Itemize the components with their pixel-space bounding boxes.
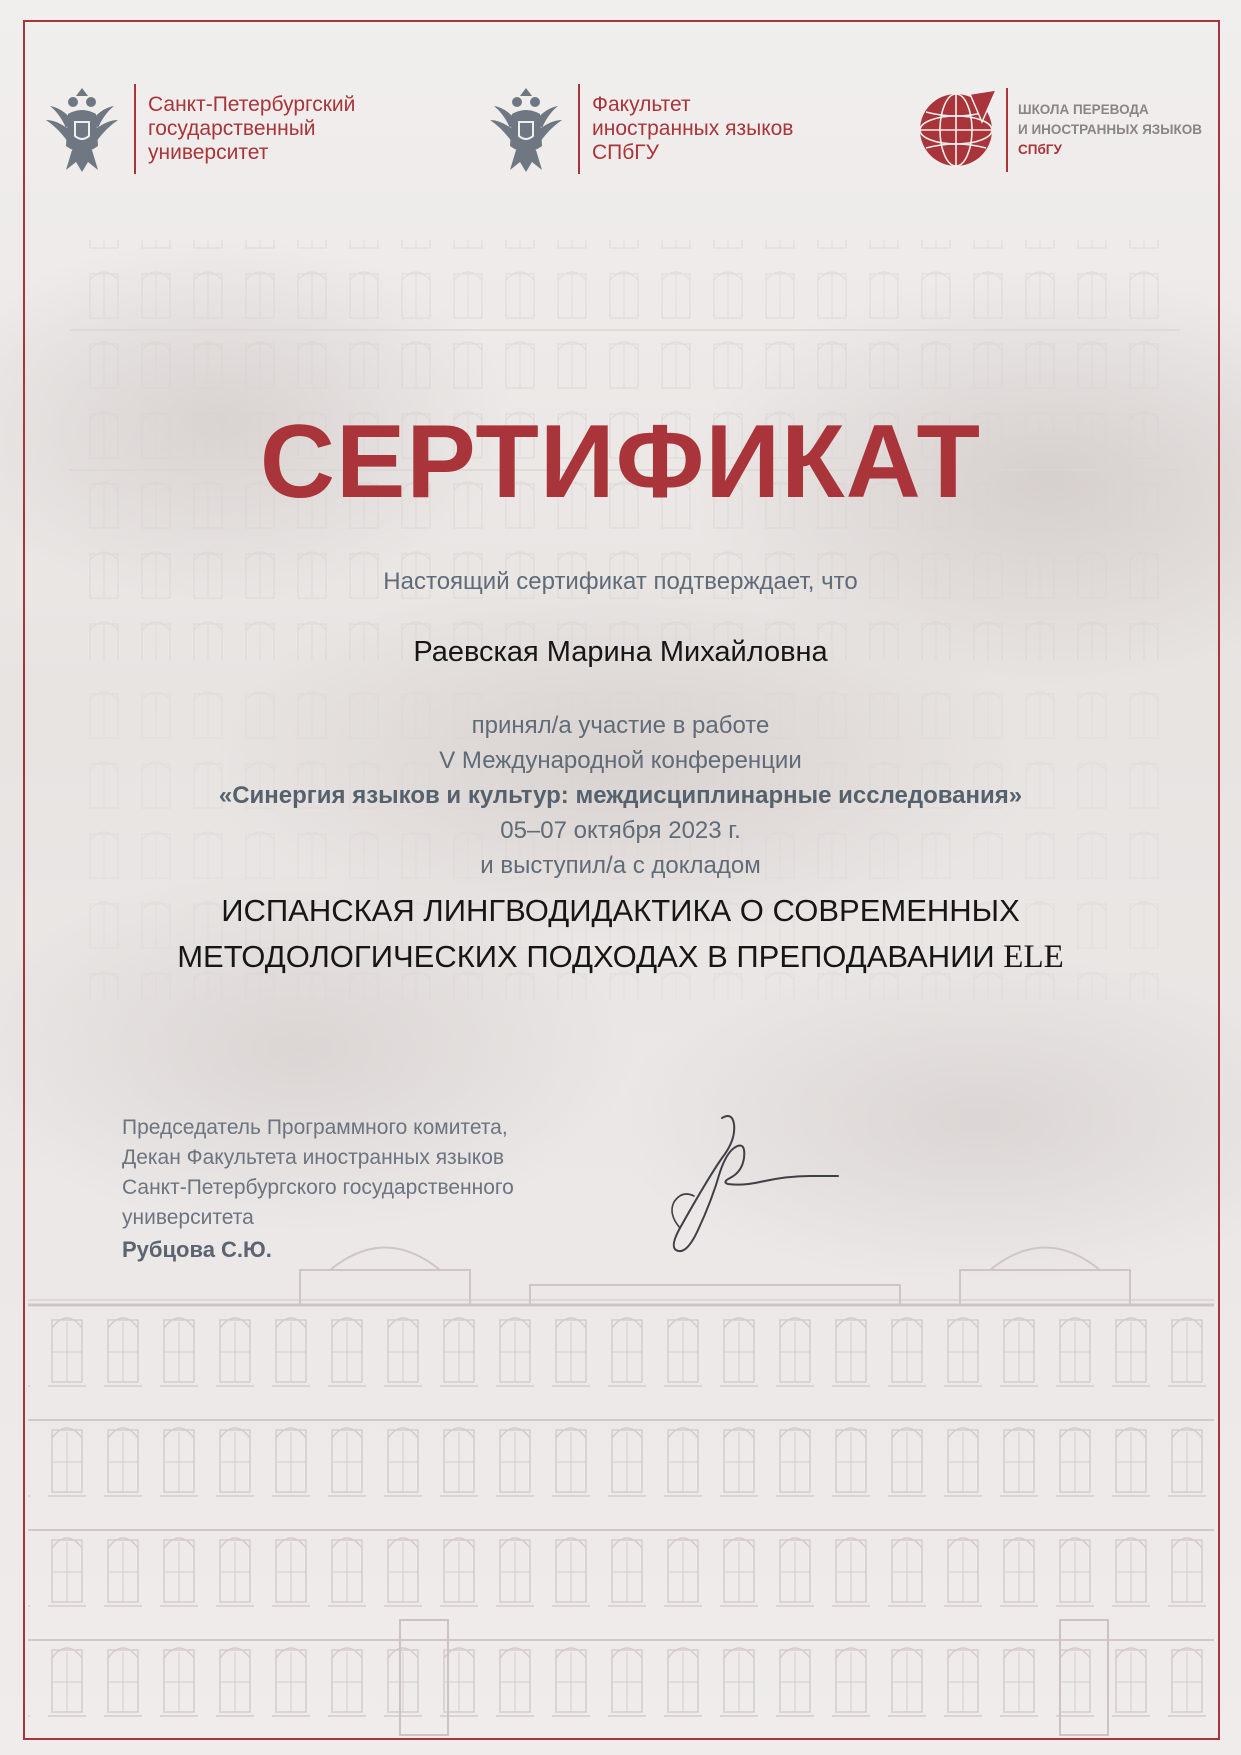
- logo2-line-3: СПбГУ: [592, 141, 659, 164]
- signer-name: Рубцова С.Ю.: [122, 1237, 272, 1262]
- signer-position-line-3: Санкт-Петербургского государственного: [122, 1176, 514, 1199]
- report-title-line-2-main: МЕТОДОЛОГИЧЕСКИХ ПОДХОДАХ В ПРЕПОДАВАНИИ: [177, 939, 1004, 974]
- logo1-line-1: Санкт-Петербургский: [148, 93, 356, 116]
- logo1-line-2: государственный: [148, 117, 316, 140]
- handwritten-signature: [660, 1110, 860, 1260]
- double-headed-eagle-icon: [42, 84, 122, 174]
- logo2-line-1: Факультет: [592, 93, 691, 116]
- double-headed-eagle-icon: [486, 84, 566, 174]
- translation-school-logo-text: [1018, 100, 1202, 160]
- logo3-line-3: СПбГУ: [1018, 142, 1062, 157]
- certificate-title: СЕРТИФИКАТ: [259, 404, 982, 520]
- participation-block: [0, 708, 1241, 883]
- participation-text: принял/а участие в работе: [471, 712, 770, 739]
- report-title-line-2: [0, 934, 1241, 980]
- globe-icon: [918, 88, 998, 172]
- spbu-logo: [42, 84, 355, 174]
- logo3-line-2: И ИНОСТРАННЫХ ЯЗЫКОВ: [1018, 122, 1202, 137]
- logo2-line-2: иностранных языков: [592, 117, 794, 140]
- signer-position-line-2: Декан Факультета иностранных языков: [122, 1146, 505, 1169]
- signer-position-line-1: Председатель Программного комитета,: [122, 1116, 508, 1139]
- report-intro: и выступил/а с докладом: [480, 852, 761, 879]
- conference-number: V Международной конференции: [439, 747, 802, 774]
- certificate-subtitle: Настоящий сертификат подтверждает, что: [383, 568, 858, 595]
- logo3-line-1: ШКОЛА ПЕРЕВОДА: [1018, 102, 1149, 117]
- faculty-logo: [486, 84, 793, 174]
- signer-block: [122, 1113, 514, 1265]
- report-title-line-2-tail: ELE: [1003, 939, 1064, 975]
- logo1-line-3: университет: [148, 141, 269, 164]
- report-title: [0, 888, 1241, 980]
- logo-divider: [134, 84, 136, 174]
- spbu-logo-text: [148, 93, 355, 165]
- faculty-logo-text: [592, 93, 793, 165]
- signer-position-line-4: университета: [122, 1206, 254, 1229]
- conference-name: «Синергия языков и культур: междисциплинарные исследования»: [218, 782, 1023, 809]
- logo-divider: [578, 84, 580, 174]
- translation-school-logo: [918, 88, 1202, 172]
- recipient-name: Раевская Марина Михайловна: [413, 636, 828, 668]
- conference-dates: 05–07 октября 2023 г.: [500, 817, 741, 844]
- logo-divider: [1006, 88, 1008, 172]
- report-title-line-1: ИСПАНСКАЯ ЛИНГВОДИДАКТИКА О СОВРЕМЕННЫХ: [221, 893, 1020, 928]
